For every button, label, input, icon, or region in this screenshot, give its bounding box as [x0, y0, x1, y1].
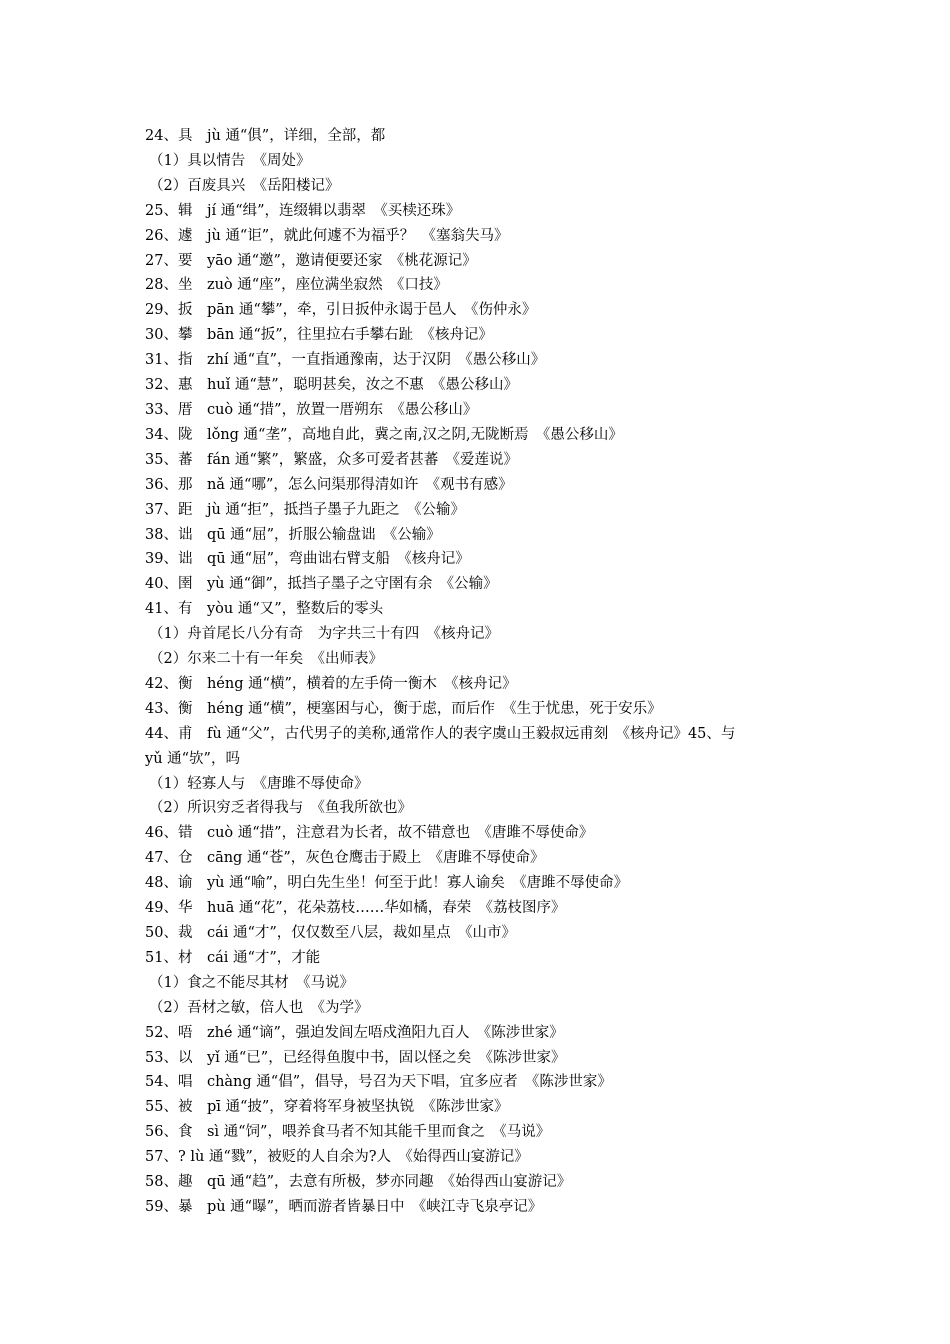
example-line: （2）百废具兴 《岳阳楼记》 — [149, 177, 340, 194]
entry-line: 39、诎 qū 通“屈”，弯曲诎右臂支船 《核舟记》 — [145, 551, 470, 568]
entry-line: 24、具 jù 通“俱”，详细，全部，都 — [145, 128, 386, 144]
entry-line: 47、仓 cāng 通“苍”，灰色仓鹰击于殿上 《唐雎不辱使命》 — [145, 850, 545, 867]
entry-line: 36、那 nǎ 通“哪”，怎么问渠那得清如许 《观书有感》 — [145, 476, 513, 493]
entry-line: 43、衡 héng 通“横”，梗塞困与心，衡于虑，而后作 《生于忧患，死于安乐》 — [145, 700, 662, 717]
entry-line: 37、距 jù 通“拒”，抵挡子墨子九距之 《公输》 — [145, 501, 465, 518]
entry-line: 27、要 yāo 通“邀”，邀请便要还家 《桃花源记》 — [145, 252, 477, 269]
entry-line: 33、厝 cuò 通“措”，放置一厝朔东 《愚公移山》 — [145, 401, 478, 418]
entry-line: 35、蕃 fán 通“繁”，繁盛，众多可爱者甚蕃 《爱莲说》 — [145, 451, 518, 468]
entry-line: 44、甫 fù 通“父”，古代男子的美称,通常作人的表字虞山王毅叔远甫刻 《核舟记》45、与 — [145, 725, 736, 742]
example-line: （1）轻寡人与 《唐雎不辱使命》 — [149, 775, 369, 792]
entry-line: 48、谕 yù 通“喻”，明白先生坐！何至于此！寡人谕矣 《唐雎不辱使命》 — [145, 875, 629, 892]
entry-line: 25、辑 jí 通“缉”，连缀辑以翡翠 《买椟还珠》 — [145, 202, 461, 219]
entry-line: 46、错 cuò 通“措”，注意君为长者，故不错意也 《唐雎不辱使命》 — [145, 825, 594, 842]
entry-line: 54、唱 chàng 通“倡”，倡导，号召为天下唱，宜多应者 《陈涉世家》 — [145, 1074, 612, 1091]
entry-line: 40、圉 yù 通“御”，抵挡子墨子之守圉有余 《公输》 — [145, 576, 498, 593]
entry-line: 56、食 sì 通“饲”，喂养食马者不知其能千里而食之 《马说》 — [145, 1124, 551, 1141]
entry-line: 59、暴 pù 通“曝”，晒而游者皆暴日中 《峡江寺飞泉亭记》 — [145, 1198, 543, 1215]
entry-line: yǔ 通“欤”，吗 — [145, 750, 240, 767]
entry-line: 32、惠 huǐ 通“慧”，聪明甚矣，汝之不惠 《愚公移山》 — [145, 377, 518, 394]
entry-line: 38、诎 qū 通“屈”，折服公输盘诎 《公输》 — [145, 526, 441, 543]
entry-line: 58、趣 qū 通“趋”，去意有所极，梦亦同趣 《始得西山宴游记》 — [145, 1174, 572, 1191]
entry-line: 50、裁 cái 通“才”，仅仅数至八层，裁如星点 《山市》 — [145, 925, 517, 941]
example-line: （1）食之不能尽其材 《马说》 — [149, 974, 354, 991]
entry-list — [145, 124, 825, 1220]
entry-line: 51、材 cái 通“才”，才能 — [145, 949, 321, 966]
example-line: （1）舟首尾长八分有奇 为字共三十有四 《核舟记》 — [149, 626, 499, 643]
example-line: （2）吾材之敏，倍人也 《为学》 — [149, 999, 369, 1016]
example-line: （1）具以情告 《周处》 — [149, 152, 311, 169]
entry-line: 42、衡 héng 通“横”，横着的左手倚一衡木 《核舟记》 — [145, 675, 517, 692]
entry-line: 31、指 zhí 通“直”，一直指通豫南，达于汉阴 《愚公移山》 — [145, 352, 546, 369]
entry-line: 41、有 yòu 通“又”，整数后的零头 — [145, 601, 384, 618]
entry-line: 28、坐 zuò 通“座”，座位满坐寂然 《口技》 — [145, 277, 448, 294]
entry-line: 55、被 pī 通“披”，穿着将军身被坚执锐 《陈涉世家》 — [145, 1099, 509, 1116]
entry-line: 34、陇 lǒng 通“垄”，高地自此，冀之南,汉之阴,无陇断焉 《愚公移山》 — [145, 426, 623, 443]
entry-line: 53、以 yǐ 通“已”，已经得鱼腹中书，固以怪之矣 《陈涉世家》 — [145, 1049, 566, 1066]
entry-line: 57、? lù 通“戮”，被贬的人自余为?人 《始得西山宴游记》 — [145, 1149, 529, 1166]
entry-line: 49、华 huā 通“花”，花朵荔枝……华如橘，春荣 《荔枝图序》 — [145, 900, 566, 917]
example-line: （2）所识穷乏者得我与 《鱼我所欲也》 — [149, 800, 412, 817]
example-line: （2）尔来二十有一年矣 《出师表》 — [149, 651, 383, 668]
entry-line: 26、遽 jù 通“讵”，就此何遽不为福乎？ 《塞翁失马》 — [145, 227, 509, 244]
entry-line: 29、扳 pān 通“攀”，牵，引日扳仲永谒于邑人 《伤仲永》 — [145, 302, 537, 319]
entry-line: 52、唔 zhé 通“谪”，强迫发闾左唔戍渔阳九百人 《陈涉世家》 — [145, 1024, 564, 1041]
entry-line: 30、攀 bān 通“扳”，往里拉右手攀右趾 《核舟记》 — [145, 327, 493, 344]
